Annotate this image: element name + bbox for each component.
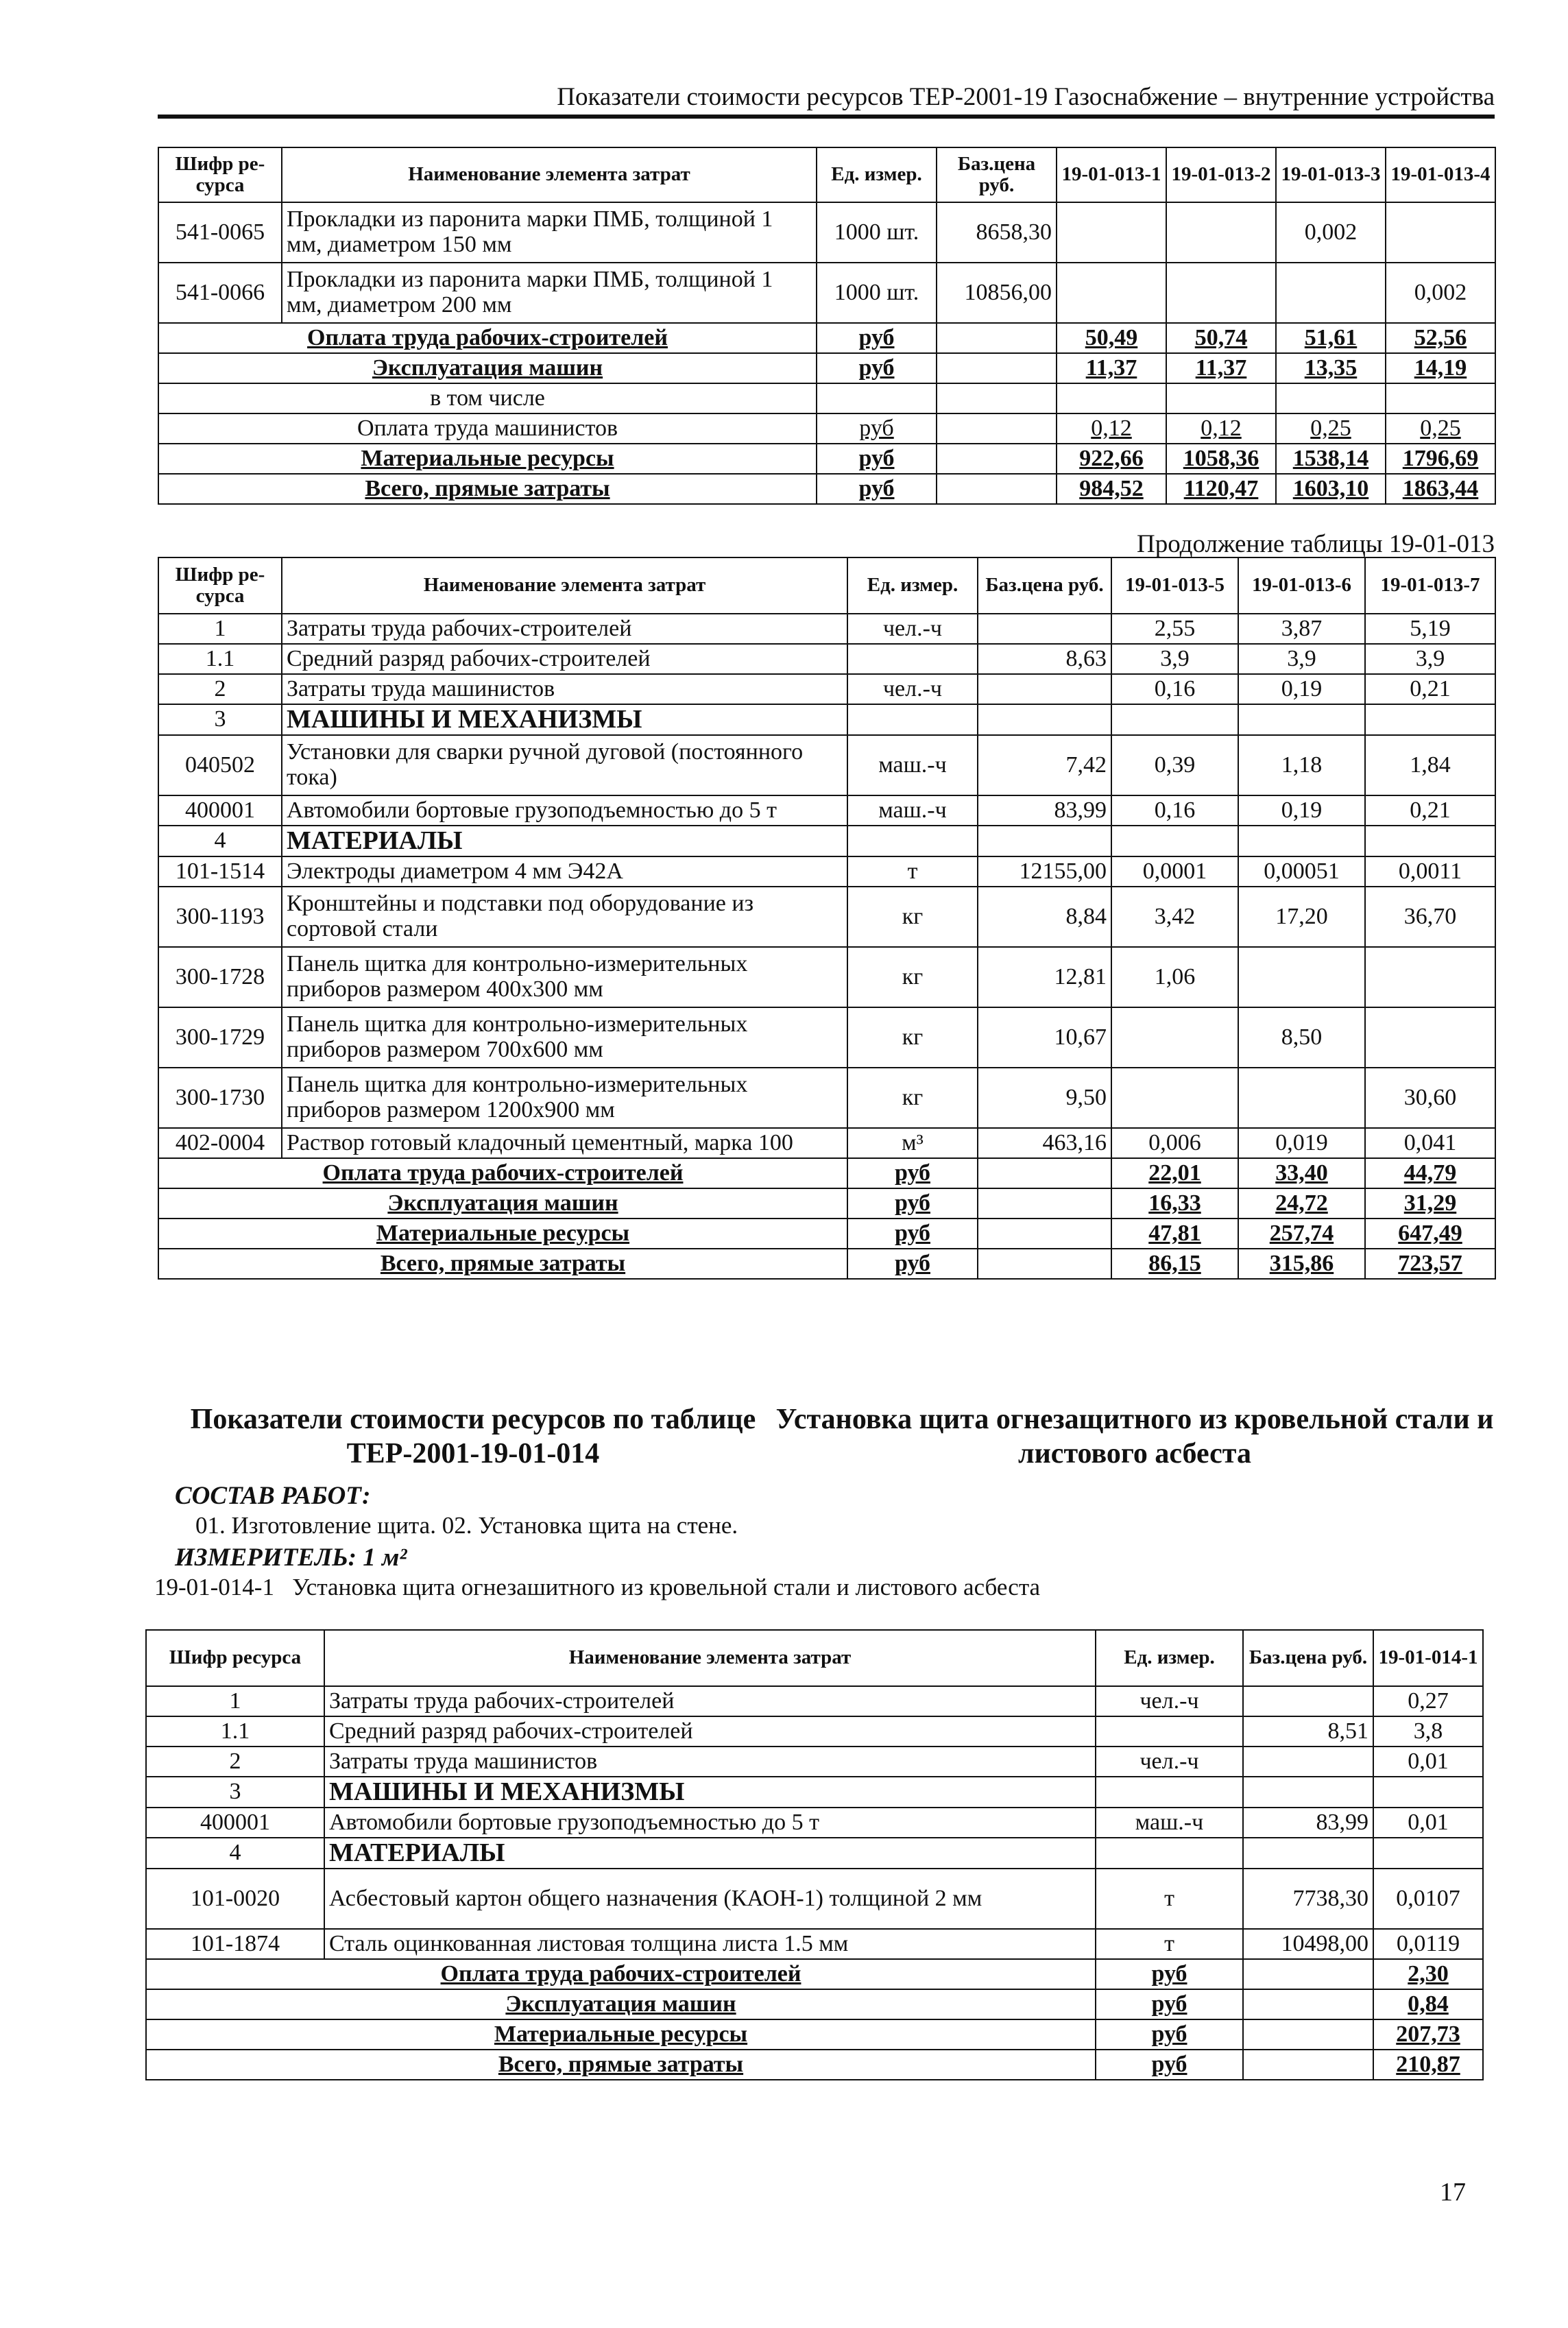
base-price-cell: 463,16 [978,1128,1111,1158]
summary-value: 47,81 [1111,1219,1238,1249]
header-col: 19-01-013-3 [1276,147,1386,202]
summary-row [158,1158,1495,1188]
resource-code: 2 [146,1747,324,1777]
summary-label: Оплата труда рабочих-строителей [146,1959,1096,1989]
summary-value: 11,37 [1057,353,1166,383]
summary-label: Оплата труда машинистов [158,413,817,444]
resource-name: Электроды диаметром 4 мм Э42А [282,856,847,887]
table-row [158,644,1495,674]
value-cell: 1,18 [1238,735,1365,795]
resource-code: 3 [158,704,282,735]
value-cell: 0,19 [1238,674,1365,704]
resource-name: Затраты труда рабочих-строителей [282,614,847,644]
resource-code: 300-1728 [158,947,282,1007]
value-cell [1276,263,1386,323]
value-cell: 3,9 [1365,644,1495,674]
section-heading: МАШИНЫ И МЕХАНИЗМЫ [324,1777,1096,1808]
value-cell: 1,06 [1111,947,1238,1007]
izmeritel-label: ИЗМЕРИТЕЛЬ: 1 м² [175,1544,407,1572]
summary-value: 0,25 [1386,413,1495,444]
empty-cell [1373,1838,1483,1869]
header-code: Шифр ресурса [146,1630,324,1686]
value-cell: 0,19 [1238,795,1365,826]
header-base-price: Баз.цена руб. [1243,1630,1373,1686]
resource-name: Панель щитка для контрольно-измерительных приборов размером 700х600 мм [282,1007,847,1068]
unit-cell: руб [817,444,937,474]
summary-label: Оплата труда рабочих-строителей [158,323,817,353]
unit-cell: чел.-ч [847,674,978,704]
value-cell: 0,01 [1373,1747,1483,1777]
value-cell: 0,019 [1238,1128,1365,1158]
summary-row [146,1959,1483,1989]
summary-value: 22,01 [1111,1158,1238,1188]
value-cell [1365,947,1495,1007]
unit-cell: чел.-ч [847,614,978,644]
table-row [146,1747,1483,1777]
summary-row [146,1989,1483,2019]
value-cell: 0,16 [1111,795,1238,826]
unit-cell: маш.-ч [1096,1808,1243,1838]
summary-row [158,474,1495,504]
summary-value: 315,86 [1238,1249,1365,1279]
summary-value: 647,49 [1365,1219,1495,1249]
value-cell: 0,0011 [1365,856,1495,887]
summary-value: 86,15 [1111,1249,1238,1279]
header-col: 19-01-013-5 [1111,557,1238,614]
summary-row [146,2050,1483,2080]
summary-value: 1863,44 [1386,474,1495,504]
empty-cell [847,704,978,735]
empty-cell [1096,1838,1243,1869]
header-col: 19-01-013-4 [1386,147,1495,202]
unit-cell: руб [817,353,937,383]
resource-code: 040502 [158,735,282,795]
summary-value: 44,79 [1365,1158,1495,1188]
summary-value: 1603,10 [1276,474,1386,504]
summary-value: 50,49 [1057,323,1166,353]
summary-row [158,383,1495,413]
resource-code: 3 [146,1777,324,1808]
empty-cell [978,826,1111,856]
unit-cell: чел.-ч [1096,1686,1243,1716]
base-price-cell: 12155,00 [978,856,1111,887]
value-cell: 0,041 [1365,1128,1495,1158]
summary-value: 2,30 [1373,1959,1483,1989]
continuation-label: Продолжение таблицы 19-01-013 [1137,530,1495,558]
resource-name: Средний разряд рабочих-строителей [282,644,847,674]
resource-code: 101-1874 [146,1929,324,1959]
value-cell: 0,01 [1373,1808,1483,1838]
empty-cell [1365,704,1495,735]
unit-cell: руб [817,323,937,353]
value-cell: 0,0119 [1373,1929,1483,1959]
summary-row [158,353,1495,383]
summary-label: Эксплуатация машин [146,1989,1096,2019]
unit-cell: маш.-ч [847,735,978,795]
empty-cell [1243,1838,1373,1869]
unit-cell [1096,1716,1243,1747]
value-cell: 5,19 [1365,614,1495,644]
unit-cell: кг [847,947,978,1007]
base-price-cell: 8,51 [1243,1716,1373,1747]
header-unit: Ед. измер. [1096,1630,1243,1686]
table-row [146,1686,1483,1716]
unit-cell: руб [817,474,937,504]
base-price-cell [978,674,1111,704]
summary-value: 14,19 [1386,353,1495,383]
unit-cell [847,644,978,674]
unit-cell: кг [847,887,978,947]
empty-cell [1111,704,1238,735]
value-cell [1111,1068,1238,1128]
summary-value: 52,56 [1386,323,1495,353]
base-price-cell [1243,1686,1373,1716]
table-row [158,1128,1495,1158]
resource-name: Установки для сварки ручной дуговой (постоянного тока) [282,735,847,795]
resource-code: 402-0004 [158,1128,282,1158]
summary-row [158,444,1495,474]
summary-value: 11,37 [1166,353,1276,383]
empty-cell [1238,826,1365,856]
resource-name: Кронштейны и подставки под оборудование из сортовой стали [282,887,847,947]
empty-cell [1243,1959,1373,1989]
summary-value: 0,12 [1166,413,1276,444]
resource-name: Средний разряд рабочих-строителей [324,1716,1096,1747]
table-row [158,826,1495,856]
resource-code: 1.1 [146,1716,324,1747]
table-row [158,947,1495,1007]
resource-code: 1.1 [158,644,282,674]
header-base-price: Баз.цена руб. [937,147,1057,202]
section-heading: МАТЕРИАЛЫ [324,1838,1096,1869]
value-cell: 8,50 [1238,1007,1365,1068]
summary-value: 51,61 [1276,323,1386,353]
unit-cell: руб [1096,1959,1243,1989]
resource-name: Раствор готовый кладочный цементный, марка 100 [282,1128,847,1158]
summary-value: 1538,14 [1276,444,1386,474]
resource-code: 300-1730 [158,1068,282,1128]
section-title-right: Установка щита огнезащитного из кровельной стали и листового асбеста [775,1404,1494,1470]
base-price-cell: 9,50 [978,1068,1111,1128]
unit-cell: т [1096,1869,1243,1929]
empty-cell [1243,2019,1373,2050]
resource-code: 4 [158,826,282,856]
resource-table-013-1-4 [158,147,1496,505]
header-name: Наименование элемента затрат [282,147,817,202]
empty-cell [937,383,1057,413]
unit-cell [817,383,937,413]
summary-value: 207,73 [1373,2019,1483,2050]
summary-label: Эксплуатация машин [158,1188,847,1219]
table-row [146,1869,1483,1929]
summary-row [158,413,1495,444]
summary-value: 0,84 [1373,1989,1483,2019]
unit-cell: чел.-ч [1096,1747,1243,1777]
empty-cell [978,1158,1111,1188]
table-row [146,1716,1483,1747]
table-row [158,614,1495,644]
resource-table-014-1 [145,1629,1484,2080]
summary-value: 0,12 [1057,413,1166,444]
value-cell: 0,0107 [1373,1869,1483,1929]
summary-value: 33,40 [1238,1158,1365,1188]
value-cell: 0,39 [1111,735,1238,795]
empty-cell [847,826,978,856]
header-code: Шифр ре-сурса [158,147,282,202]
empty-cell [978,1249,1111,1279]
value-cell: 3,42 [1111,887,1238,947]
summary-value: 13,35 [1276,353,1386,383]
value-cell [1238,1068,1365,1128]
table-row [146,1929,1483,1959]
summary-row [158,1219,1495,1249]
summary-value [1057,383,1166,413]
value-cell: 0,27 [1373,1686,1483,1716]
summary-value [1386,383,1495,413]
header-code: Шифр ре-сурса [158,557,282,614]
value-cell [1057,263,1166,323]
empty-cell [978,704,1111,735]
empty-cell [937,323,1057,353]
unit-cell: руб [817,413,937,444]
empty-cell [1238,704,1365,735]
value-cell: 0,002 [1386,263,1495,323]
resource-code: 1 [158,614,282,644]
summary-value: 723,57 [1365,1249,1495,1279]
value-cell: 17,20 [1238,887,1365,947]
summary-value: 24,72 [1238,1188,1365,1219]
summary-value: 16,33 [1111,1188,1238,1219]
resource-code: 400001 [146,1808,324,1838]
summary-value [1166,383,1276,413]
base-price-cell: 8,63 [978,644,1111,674]
base-price-cell: 8658,30 [937,202,1057,263]
base-price-cell: 10856,00 [937,263,1057,323]
resource-name: Панель щитка для контрольно-измерительных приборов размером 400х300 мм [282,947,847,1007]
header-unit: Ед. измер. [847,557,978,614]
table-row [158,856,1495,887]
table-row [158,1068,1495,1128]
resource-name: Прокладки из паронита марки ПМБ, толщиной 1 мм, диаметром 150 мм [282,202,817,263]
unit-cell: руб [847,1219,978,1249]
table-row [146,1808,1483,1838]
value-cell: 3,9 [1111,644,1238,674]
summary-row [158,1249,1495,1279]
table-row [158,263,1495,323]
unit-cell: маш.-ч [847,795,978,826]
header-col: 19-01-013-7 [1365,557,1495,614]
empty-cell [978,1219,1111,1249]
summary-label: Материальные ресурсы [158,444,817,474]
empty-cell [1243,1989,1373,2019]
resource-name: Затраты труда машинистов [282,674,847,704]
page-number: 17 [1440,2178,1466,2207]
base-price-cell [1243,1747,1373,1777]
value-cell: 2,55 [1111,614,1238,644]
resource-code: 300-1729 [158,1007,282,1068]
header-unit: Ед. измер. [817,147,937,202]
base-price-cell: 10,67 [978,1007,1111,1068]
value-cell: 1,84 [1365,735,1495,795]
summary-value: 984,52 [1057,474,1166,504]
resource-name: Прокладки из паронита марки ПМБ, толщиной 1 мм, диаметром 200 мм [282,263,817,323]
resource-name: Сталь оцинкованная листовая толщина листа 1.5 мм [324,1929,1096,1959]
unit-cell: руб [1096,2019,1243,2050]
unit-cell: руб [1096,2050,1243,2080]
summary-label: в том числе [158,383,817,413]
value-cell: 0,002 [1276,202,1386,263]
value-cell: 30,60 [1365,1068,1495,1128]
resource-code: 541-0066 [158,263,282,323]
empty-cell [1373,1777,1483,1808]
base-price-cell [978,614,1111,644]
summary-value: 1796,69 [1386,444,1495,474]
section-heading: МАШИНЫ И МЕХАНИЗМЫ [282,704,847,735]
resource-code: 101-0020 [146,1869,324,1929]
table-row [158,202,1495,263]
value-cell: 0,21 [1365,674,1495,704]
header-base-price: Баз.цена руб. [978,557,1111,614]
table-row [146,1838,1483,1869]
value-cell: 0,21 [1365,795,1495,826]
value-cell [1166,202,1276,263]
sostav-label: СОСТАВ РАБОТ: [175,1482,371,1510]
base-price-cell: 7,42 [978,735,1111,795]
empty-cell [1096,1777,1243,1808]
value-cell: 3,87 [1238,614,1365,644]
header-col: 19-01-013-6 [1238,557,1365,614]
summary-label: Оплата труда рабочих-строителей [158,1158,847,1188]
summary-value: 50,74 [1166,323,1276,353]
value-cell: 0,006 [1111,1128,1238,1158]
summary-value: 1120,47 [1166,474,1276,504]
summary-label: Материальные ресурсы [158,1219,847,1249]
summary-value: 0,25 [1276,413,1386,444]
base-price-cell: 7738,30 [1243,1869,1373,1929]
summary-value: 257,74 [1238,1219,1365,1249]
section-heading: МАТЕРИАЛЫ [282,826,847,856]
summary-row [158,1188,1495,1219]
base-price-cell: 8,84 [978,887,1111,947]
resource-name: Затраты труда машинистов [324,1747,1096,1777]
page-header: Показатели стоимости ресурсов ТЕР-2001-19 Газоснабжение – внутренние устройства [158,82,1495,119]
sostav-text: 01. Изготовление щита. 02. Установка щита на стене. [195,1512,738,1539]
summary-row [146,2019,1483,2050]
summary-label: Материальные ресурсы [146,2019,1096,2050]
value-cell: 36,70 [1365,887,1495,947]
base-price-cell: 10498,00 [1243,1929,1373,1959]
summary-row [158,323,1495,353]
resource-code: 541-0065 [158,202,282,263]
summary-value: 922,66 [1057,444,1166,474]
empty-cell [978,1188,1111,1219]
empty-cell [937,413,1057,444]
section-title-left: Показатели стоимости ресурсов по таблице ТЕР-2001-19-01-014 [190,1404,756,1470]
empty-cell [937,353,1057,383]
table-row [158,674,1495,704]
resource-code: 2 [158,674,282,704]
summary-value: 31,29 [1365,1188,1495,1219]
unit-cell: 1000 шт. [817,202,937,263]
summary-label: Эксплуатация машин [158,353,817,383]
unit-cell: кг [847,1007,978,1068]
summary-label: Всего, прямые затраты [146,2050,1096,2080]
table-row [158,795,1495,826]
empty-cell [1243,2050,1373,2080]
empty-cell [1111,826,1238,856]
value-cell: 0,00051 [1238,856,1365,887]
resource-code: 101-1514 [158,856,282,887]
unit-cell: т [847,856,978,887]
value-cell [1365,1007,1495,1068]
resource-name: Затраты труда рабочих-строителей [324,1686,1096,1716]
table-row [158,704,1495,735]
resource-name: Автомобили бортовые грузоподъемностью до 5 т [282,795,847,826]
table-row [146,1777,1483,1808]
base-price-cell: 12,81 [978,947,1111,1007]
value-cell [1238,947,1365,1007]
value-cell: 0,16 [1111,674,1238,704]
empty-cell [1243,1777,1373,1808]
unit-cell: кг [847,1068,978,1128]
base-price-cell: 83,99 [978,795,1111,826]
summary-value: 210,87 [1373,2050,1483,2080]
table-row [158,1007,1495,1068]
header-name: Наименование элемента затрат [324,1630,1096,1686]
resource-name: Автомобили бортовые грузоподъемностью до 5 т [324,1808,1096,1838]
table-row [158,887,1495,947]
value-cell: 3,9 [1238,644,1365,674]
value-cell [1111,1007,1238,1068]
header-col: 19-01-013-2 [1166,147,1276,202]
summary-label: Всего, прямые затраты [158,474,817,504]
base-price-cell: 83,99 [1243,1808,1373,1838]
table-row [158,735,1495,795]
resource-code: 4 [146,1838,324,1869]
unit-cell: руб [847,1188,978,1219]
unit-cell: руб [847,1249,978,1279]
header-col: 19-01-014-1 [1373,1630,1483,1686]
unit-cell: 1000 шт. [817,263,937,323]
unit-cell: руб [1096,1989,1243,2019]
resource-name: Панель щитка для контрольно-измерительных приборов размером 1200х900 мм [282,1068,847,1128]
unit-cell: м³ [847,1128,978,1158]
value-cell [1057,202,1166,263]
value-cell [1166,263,1276,323]
value-cell: 0,0001 [1111,856,1238,887]
item-line: 19-01-014-1 Установка щита огнезашитного из кровельной стали и листового асбеста [154,1574,1041,1600]
resource-name: Асбестовый картон общего назначения (КАОН-1) толщиной 2 мм [324,1869,1096,1929]
resource-code: 400001 [158,795,282,826]
empty-cell [1365,826,1495,856]
unit-cell: т [1096,1929,1243,1959]
empty-cell [937,444,1057,474]
value-cell [1386,202,1495,263]
resource-code: 300-1193 [158,887,282,947]
summary-label: Всего, прямые затраты [158,1249,847,1279]
summary-value: 1058,36 [1166,444,1276,474]
resource-code: 1 [146,1686,324,1716]
summary-value [1276,383,1386,413]
header-name: Наименование элемента затрат [282,557,847,614]
resource-table-013-5-7 [158,557,1496,1280]
value-cell: 3,8 [1373,1716,1483,1747]
unit-cell: руб [847,1158,978,1188]
header-col: 19-01-013-1 [1057,147,1166,202]
empty-cell [937,474,1057,504]
